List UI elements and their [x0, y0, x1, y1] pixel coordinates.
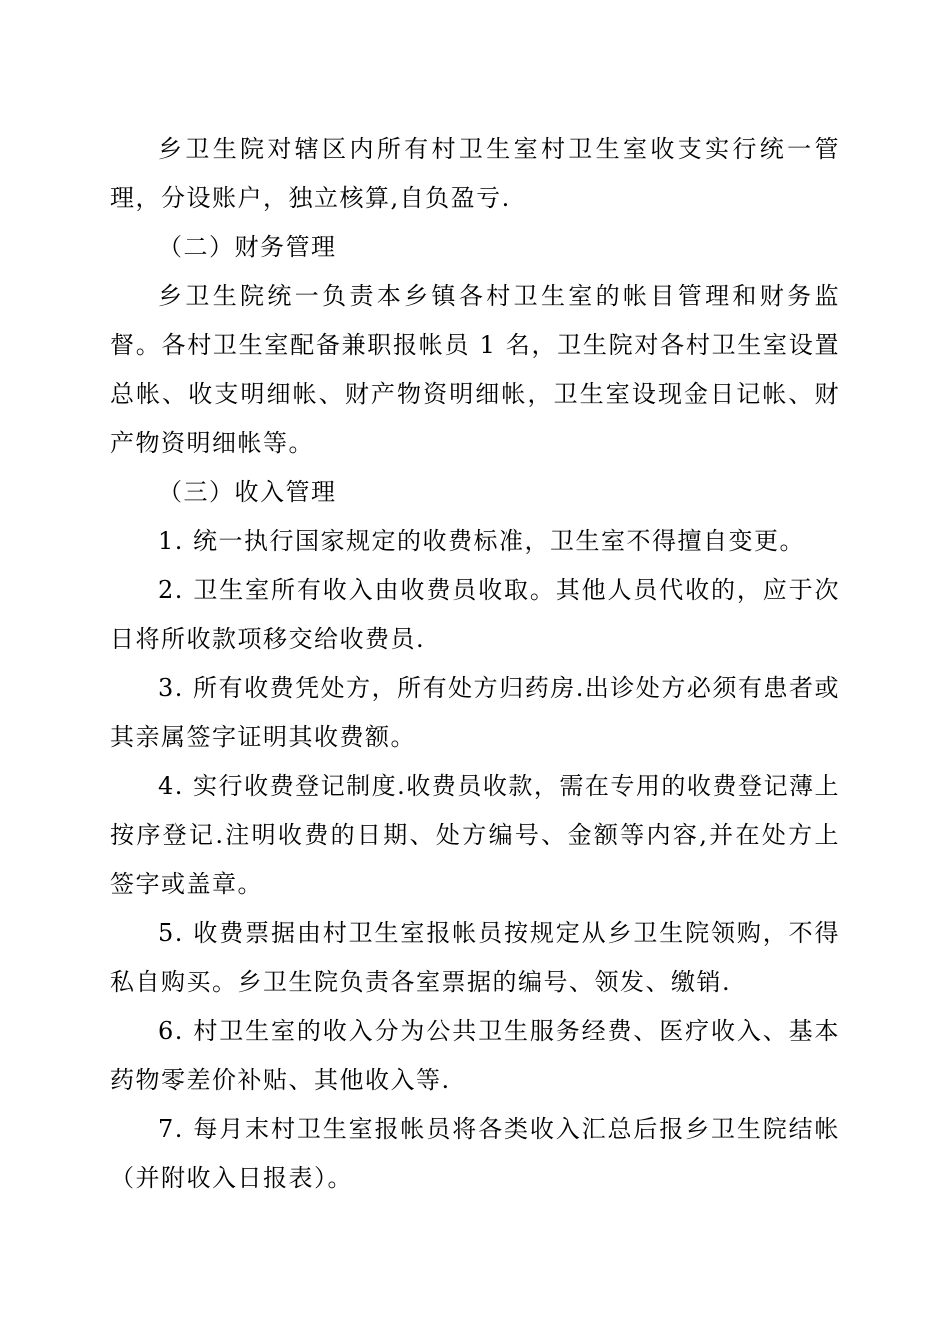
- list-item-6: 6. 村卫生室的收入分为公共卫生服务经费、医疗收入、基本药物零差价补贴、其他收入等.: [110, 1017, 840, 1094]
- heading-income-management: （三）收入管理: [158, 478, 337, 506]
- paragraph-unified-management: 乡卫生院对辖区内所有村卫生室村卫生室收支实行统一管理，分设账户，独立核算,自负盈亏.: [110, 135, 840, 212]
- paragraph-financial-management: 乡卫生院统一负责本乡镇各村卫生室的帐目管理和财务监督。各村卫生室配备兼职报帐员 1 名，卫生院对各村卫生室设置总帐、收支明细帐、财产物资明细帐，卫生室设现金日记帐、财产物资明细帐等。: [110, 282, 840, 457]
- heading-financial-management: （二）财务管理: [158, 233, 337, 261]
- list-item-2: 2. 卫生室所有收入由收费员收取。其他人员代收的，应于次日将所收款项移交给收费员.: [110, 576, 840, 653]
- list-item-3: 3. 所有收费凭处方，所有处方归药房.出诊处方必须有患者或其亲属签字证明其收费额。: [110, 674, 840, 751]
- document-body: [110, 125, 840, 1203]
- list-item-5: 5. 收费票据由村卫生室报帐员按规定从乡卫生院领购，不得私自购买。乡卫生院负责各室票据的编号、领发、缴销.: [110, 919, 840, 996]
- list-item-1: 1. 统一执行国家规定的收费标准，卫生室不得擅自变更。: [158, 527, 806, 555]
- list-item-4: 4. 实行收费登记制度.收费员收款，需在专用的收费登记薄上按序登记.注明收费的日期、处方编号、金额等内容,并在处方上签字或盖章。: [110, 772, 840, 898]
- list-item-7: 7. 每月末村卫生室报帐员将各类收入汇总后报乡卫生院结帐（并附收入日报表）。: [110, 1115, 840, 1192]
